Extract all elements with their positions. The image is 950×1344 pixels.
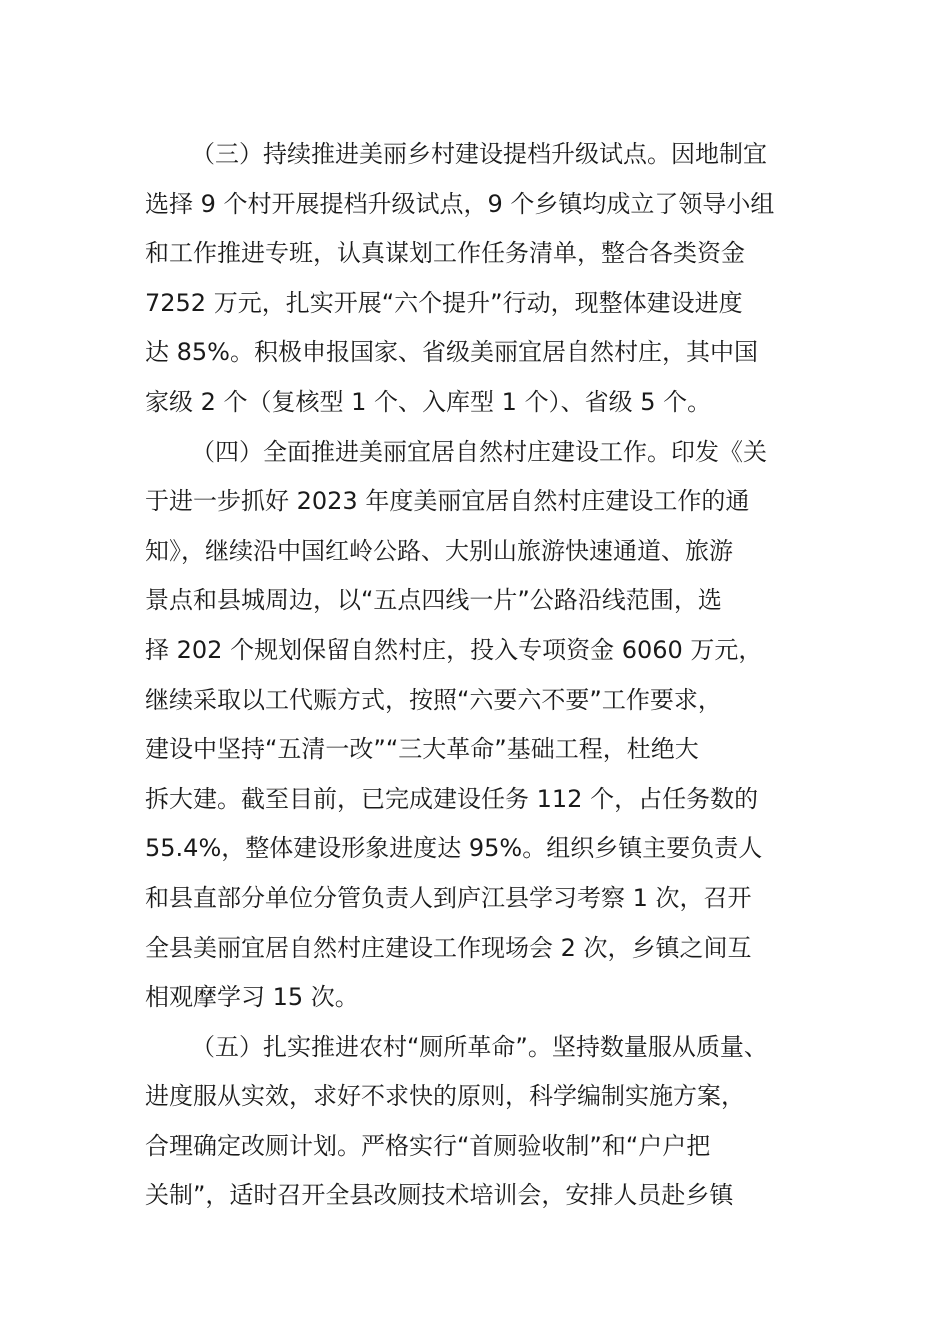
paragraph-4-livable-villages (145, 428, 825, 1023)
text-line: 合理确定改厕计划。严格实行“首厕验收制”和“户户把 (145, 1131, 711, 1160)
text-line: 55.4%，整体建设形象进度达 95%。组织乡镇主要负责人 (145, 834, 763, 863)
text-line: 建设中坚持“五清一改”“三大革命”基础工程，杜绝大 (145, 735, 699, 764)
text-line: 景点和县城周边，以“五点四线一片”公路沿线范围，选 (145, 586, 722, 615)
text-line: 家级 2 个（复核型 1 个、入库型 1 个）、省级 5 个。 (145, 387, 712, 416)
text-line: 和县直部分单位分管负责人到庐江县学习考察 1 次，召开 (145, 883, 752, 912)
text-line: 选择 9 个村开展提档升级试点，9 个乡镇均成立了领导小组 (145, 189, 775, 218)
text-line: 全县美丽宜居自然村庄建设工作现场会 2 次，乡镇之间互 (145, 933, 752, 962)
paragraph-5-toilet-revolution (145, 1023, 825, 1221)
text-line: （四）全面推进美丽宜居自然村庄建设工作。印发《关 (191, 437, 767, 466)
text-line: 继续采取以工代赈方式，按照“六要六不要”工作要求， (145, 685, 722, 714)
body-text (145, 130, 825, 1221)
text-line: 和工作推进专班，认真谋划工作任务清单，整合各类资金 (145, 239, 745, 268)
text-line: （三）持续推进美丽乡村建设提档升级试点。因地制宜 (191, 140, 767, 168)
text-line: 拆大建。截至目前，已完成建设任务 112 个，占任务数的 (145, 784, 759, 813)
text-line: 于进一步抓好 2023 年度美丽宜居自然村庄建设工作的通 (145, 487, 750, 516)
text-line: 相观摩学习 15 次。 (145, 983, 359, 1012)
text-line: 进度服从实效，求好不求快的原则，科学编制实施方案， (145, 1082, 745, 1111)
text-line: （五）扎实推进农村“厕所革命”。坚持数量服从质量、 (191, 1032, 768, 1061)
text-line: 知》，继续沿中国红岭公路、大别山旅游快速通道、旅游 (145, 536, 733, 565)
text-line: 达 85%。积极申报国家、省级美丽宜居自然村庄，其中国 (145, 338, 758, 367)
text-line: 7252 万元，扎实开展“六个提升”行动，现整体建设进度 (145, 288, 743, 317)
text-line: 择 202 个规划保留自然村庄，投入专项资金 6060 万元， (145, 635, 763, 664)
paragraph-3-rural-upgrade (145, 130, 825, 428)
text-line: 关制”，适时召开全县改厕技术培训会，安排人员赴乡镇 (145, 1181, 734, 1210)
